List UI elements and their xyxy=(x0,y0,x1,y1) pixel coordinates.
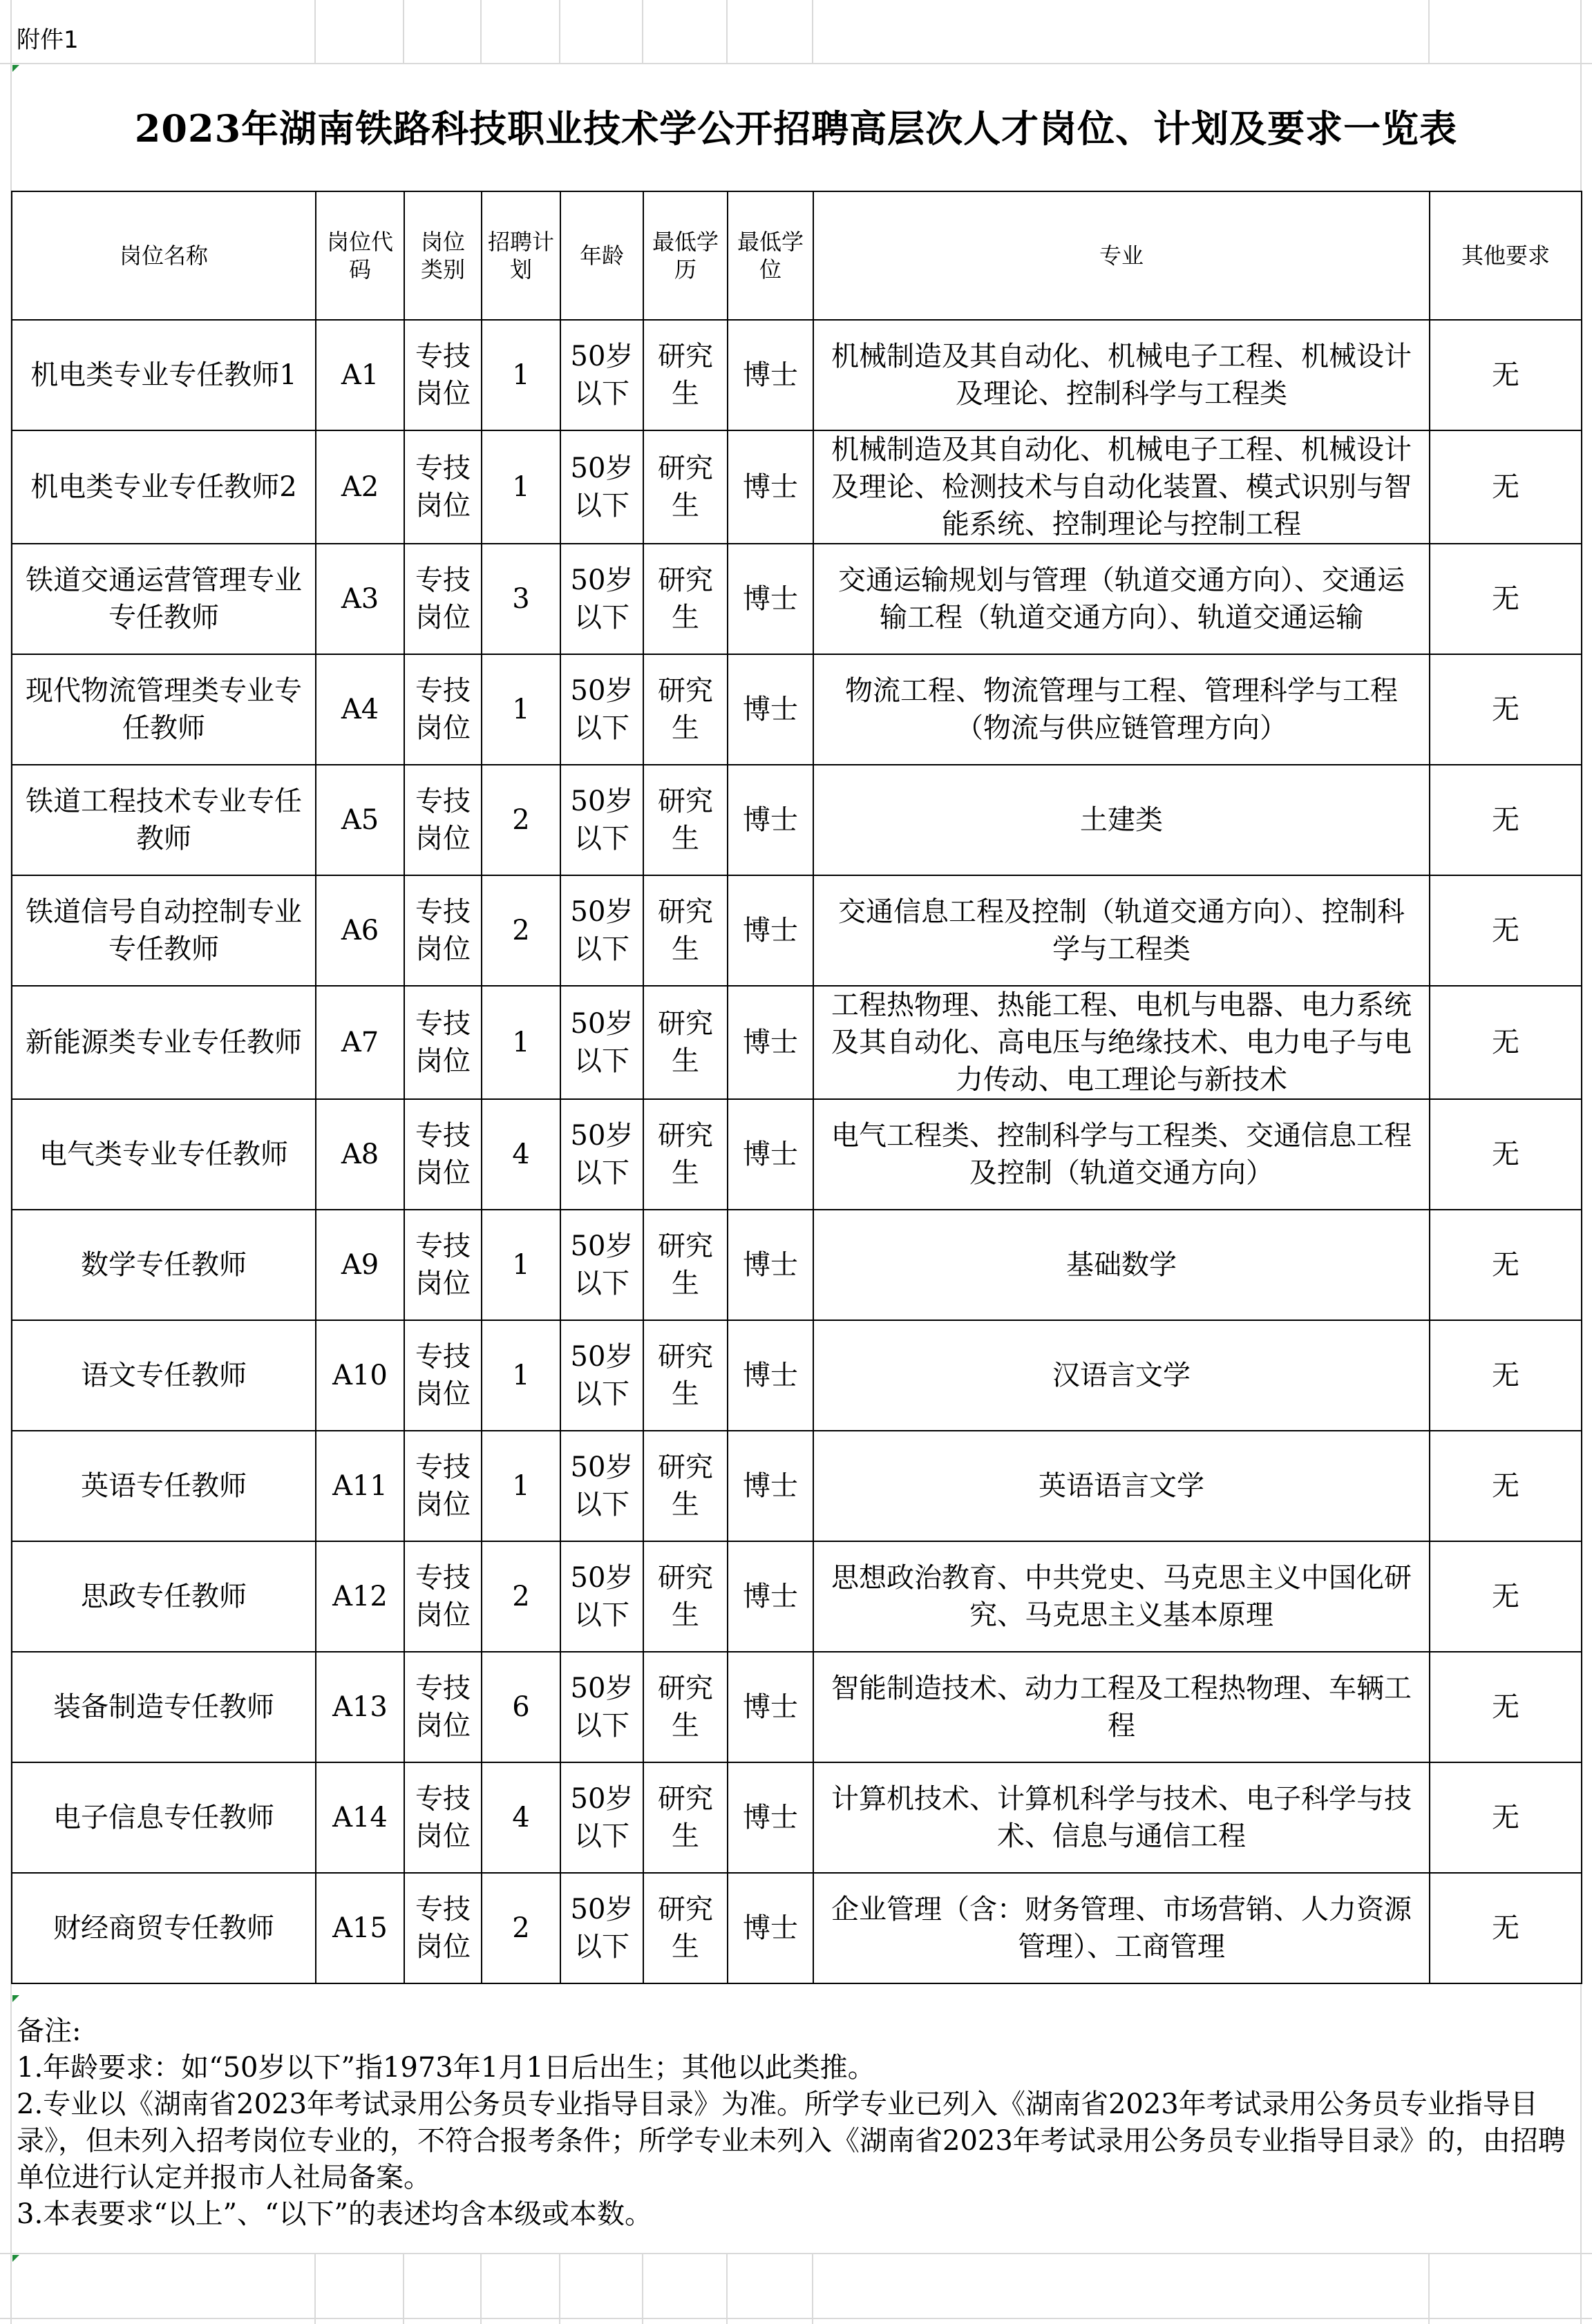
position-category-cell: 专技岗位 xyxy=(404,1210,482,1320)
major-cell: 英语语言文学 xyxy=(813,1431,1430,1541)
position-code-cell: A3 xyxy=(316,544,404,654)
major-cell: 基础数学 xyxy=(813,1210,1430,1320)
table-row xyxy=(12,430,1582,544)
table-row xyxy=(12,1541,1582,1652)
recruit-plan-cell: 2 xyxy=(482,1541,560,1652)
position-name-cell: 数学专任教师 xyxy=(12,1210,316,1320)
recruit-plan-cell: 4 xyxy=(482,1099,560,1210)
other-requirements-cell: 无 xyxy=(1430,654,1582,765)
min-degree-cell: 博士 xyxy=(728,544,813,654)
cell-marker-mid xyxy=(12,1995,19,2002)
position-category-cell: 专技岗位 xyxy=(404,1762,482,1873)
min-education-cell: 研究生 xyxy=(643,1210,728,1320)
age-cell: 50岁以下 xyxy=(560,1762,643,1873)
table-row xyxy=(12,1210,1582,1320)
position-code-cell: A9 xyxy=(316,1210,404,1320)
min-education-cell: 研究生 xyxy=(643,430,728,544)
other-requirements-cell: 无 xyxy=(1430,986,1582,1099)
recruit-plan-cell: 1 xyxy=(482,654,560,765)
table-row xyxy=(12,1099,1582,1210)
position-name-cell: 装备制造专任教师 xyxy=(12,1652,316,1762)
table-row xyxy=(12,1762,1582,1873)
recruit-plan-cell: 1 xyxy=(482,1320,560,1431)
header-recruit-plan: 招聘计划 xyxy=(482,191,560,320)
table-row xyxy=(12,1652,1582,1762)
header-age: 年龄 xyxy=(560,191,643,320)
min-degree-cell: 博士 xyxy=(728,1541,813,1652)
position-category-cell: 专技岗位 xyxy=(404,765,482,875)
min-degree-cell: 博士 xyxy=(728,1431,813,1541)
recruit-plan-cell: 1 xyxy=(482,430,560,544)
min-education-cell: 研究生 xyxy=(643,1099,728,1210)
other-requirements-cell: 无 xyxy=(1430,1873,1582,1983)
header-position-code: 岗位代码 xyxy=(316,191,404,320)
position-category-cell: 专技岗位 xyxy=(404,1320,482,1431)
cell-marker-bottom xyxy=(12,2255,19,2262)
recruit-plan-cell: 2 xyxy=(482,875,560,986)
position-code-cell: A14 xyxy=(316,1762,404,1873)
recruit-plan-cell: 2 xyxy=(482,765,560,875)
major-cell: 企业管理（含：财务管理、市场营销、人力资源管理）、工商管理 xyxy=(813,1873,1430,1983)
notes-heading: 备注: xyxy=(17,2015,82,2047)
min-degree-cell: 博士 xyxy=(728,320,813,430)
major-cell: 土建类 xyxy=(813,765,1430,875)
other-requirements-cell: 无 xyxy=(1430,1762,1582,1873)
min-degree-cell: 博士 xyxy=(728,986,813,1099)
position-code-cell: A4 xyxy=(316,654,404,765)
other-requirements-cell: 无 xyxy=(1430,1320,1582,1431)
position-code-cell: A12 xyxy=(316,1541,404,1652)
position-code-cell: A5 xyxy=(316,765,404,875)
table-row xyxy=(12,875,1582,986)
min-education-cell: 研究生 xyxy=(643,875,728,986)
position-name-cell: 电子信息专任教师 xyxy=(12,1762,316,1873)
other-requirements-cell: 无 xyxy=(1430,544,1582,654)
recruit-plan-cell: 4 xyxy=(482,1762,560,1873)
min-education-cell: 研究生 xyxy=(643,1541,728,1652)
other-requirements-cell: 无 xyxy=(1430,1541,1582,1652)
other-requirements-cell: 无 xyxy=(1430,875,1582,986)
min-degree-cell: 博士 xyxy=(728,654,813,765)
position-code-cell: A7 xyxy=(316,986,404,1099)
other-requirements-cell: 无 xyxy=(1430,1652,1582,1762)
recruit-plan-cell: 1 xyxy=(482,986,560,1099)
header-other-requirements: 其他要求 xyxy=(1430,191,1582,320)
other-requirements-cell: 无 xyxy=(1430,1099,1582,1210)
position-name-cell: 机电类专业专任教师1 xyxy=(12,320,316,430)
header-position-name: 岗位名称 xyxy=(12,191,316,320)
position-name-cell: 铁道信号自动控制专业专任教师 xyxy=(12,875,316,986)
min-degree-cell: 博士 xyxy=(728,875,813,986)
min-education-cell: 研究生 xyxy=(643,1652,728,1762)
position-code-cell: A15 xyxy=(316,1873,404,1983)
header-position-category: 岗位类别 xyxy=(404,191,482,320)
notes-section xyxy=(17,2013,1575,2233)
table-row xyxy=(12,654,1582,765)
table-row xyxy=(12,986,1582,1099)
major-cell: 工程热物理、热能工程、电机与电器、电力系统及其自动化、高电压与绝缘技术、电力电子与电力传动、电工理论与新技术 xyxy=(813,986,1430,1099)
position-code-cell: A13 xyxy=(316,1652,404,1762)
note-item: 3.本表要求“以上”、“以下”的表述均含本级或本数。 xyxy=(17,2198,652,2230)
age-cell: 50岁以下 xyxy=(560,1541,643,1652)
recruit-plan-cell: 6 xyxy=(482,1652,560,1762)
min-degree-cell: 博士 xyxy=(728,1762,813,1873)
age-cell: 50岁以下 xyxy=(560,320,643,430)
min-education-cell: 研究生 xyxy=(643,765,728,875)
min-degree-cell: 博士 xyxy=(728,1652,813,1762)
position-code-cell: A6 xyxy=(316,875,404,986)
position-category-cell: 专技岗位 xyxy=(404,1099,482,1210)
position-name-cell: 铁道交通运营管理专业专任教师 xyxy=(12,544,316,654)
position-name-cell: 英语专任教师 xyxy=(12,1431,316,1541)
min-education-cell: 研究生 xyxy=(643,1320,728,1431)
position-name-cell: 铁道工程技术专业专任教师 xyxy=(12,765,316,875)
age-cell: 50岁以下 xyxy=(560,765,643,875)
table-row xyxy=(12,1320,1582,1431)
position-code-cell: A10 xyxy=(316,1320,404,1431)
cell-marker-top xyxy=(12,65,19,72)
major-cell: 汉语言文学 xyxy=(813,1320,1430,1431)
min-education-cell: 研究生 xyxy=(643,986,728,1099)
age-cell: 50岁以下 xyxy=(560,1431,643,1541)
position-category-cell: 专技岗位 xyxy=(404,1541,482,1652)
age-cell: 50岁以下 xyxy=(560,1652,643,1762)
age-cell: 50岁以下 xyxy=(560,875,643,986)
document-title: 2023年湖南铁路科技职业技术学公开招聘高层次人才岗位、计划及要求一览表 xyxy=(134,106,1458,151)
min-education-cell: 研究生 xyxy=(643,544,728,654)
position-category-cell: 专技岗位 xyxy=(404,1873,482,1983)
major-cell: 计算机技术、计算机科学与技术、电子科学与技术、信息与通信工程 xyxy=(813,1762,1430,1873)
position-category-cell: 专技岗位 xyxy=(404,1652,482,1762)
position-code-cell: A11 xyxy=(316,1431,404,1541)
table-header-row xyxy=(12,191,1582,320)
position-category-cell: 专技岗位 xyxy=(404,1431,482,1541)
major-cell: 电气工程类、控制科学与工程类、交通信息工程及控制（轨道交通方向） xyxy=(813,1099,1430,1210)
major-cell: 交通运输规划与管理（轨道交通方向）、交通运输工程（轨道交通方向）、轨道交通运输 xyxy=(813,544,1430,654)
recruit-plan-cell: 2 xyxy=(482,1873,560,1983)
other-requirements-cell: 无 xyxy=(1430,1431,1582,1541)
recruit-plan-cell: 3 xyxy=(482,544,560,654)
age-cell: 50岁以下 xyxy=(560,1099,643,1210)
position-category-cell: 专技岗位 xyxy=(404,430,482,544)
major-cell: 交通信息工程及控制（轨道交通方向）、控制科学与工程类 xyxy=(813,875,1430,986)
min-education-cell: 研究生 xyxy=(643,1762,728,1873)
recruit-plan-cell: 1 xyxy=(482,320,560,430)
position-name-cell: 新能源类专业专任教师 xyxy=(12,986,316,1099)
min-degree-cell: 博士 xyxy=(728,430,813,544)
position-name-cell: 电气类专业专任教师 xyxy=(12,1099,316,1210)
position-name-cell: 思政专任教师 xyxy=(12,1541,316,1652)
position-name-cell: 语文专任教师 xyxy=(12,1320,316,1431)
recruitment-table xyxy=(11,191,1582,1984)
position-name-cell: 现代物流管理类专业专任教师 xyxy=(12,654,316,765)
position-name-cell: 财经商贸专任教师 xyxy=(12,1873,316,1983)
age-cell: 50岁以下 xyxy=(560,1873,643,1983)
header-min-degree: 最低学位 xyxy=(728,191,813,320)
age-cell: 50岁以下 xyxy=(560,654,643,765)
note-item: 1.年龄要求：如“50岁以下”指1973年1月1日后出生；其他以此类推。 xyxy=(17,2052,875,2084)
table-row xyxy=(12,320,1582,430)
position-code-cell: A1 xyxy=(316,320,404,430)
table-row xyxy=(12,1873,1582,1983)
min-degree-cell: 博士 xyxy=(728,1210,813,1320)
major-cell: 机械制造及其自动化、机械电子工程、机械设计及理论、检测技术与自动化装置、模式识别与智能系统、控制理论与控制工程 xyxy=(813,430,1430,544)
age-cell: 50岁以下 xyxy=(560,1320,643,1431)
position-category-cell: 专技岗位 xyxy=(404,654,482,765)
age-cell: 50岁以下 xyxy=(560,544,643,654)
other-requirements-cell: 无 xyxy=(1430,320,1582,430)
table-row xyxy=(12,544,1582,654)
other-requirements-cell: 无 xyxy=(1430,1210,1582,1320)
table-row xyxy=(12,1431,1582,1541)
other-requirements-cell: 无 xyxy=(1430,765,1582,875)
position-code-cell: A2 xyxy=(316,430,404,544)
header-major: 专业 xyxy=(813,191,1430,320)
note-item: 2.专业以《湖南省2023年考试录用公务员专业指导目录》为准。所学专业已列入《湖南省2023年考试录用公务员专业指导目录》，但未列入招考岗位专业的，不符合报考条件；所学专业未列入《湖南省2023年考试录用公务员专业指导目录》的，由招聘单位进行认定并报市人社局备案。 xyxy=(17,2088,1566,2193)
attachment-label: 附件1 xyxy=(17,26,79,54)
major-cell: 机械制造及其自动化、机械电子工程、机械设计及理论、控制科学与工程类 xyxy=(813,320,1430,430)
major-cell: 思想政治教育、中共党史、马克思主义中国化研究、马克思主义基本原理 xyxy=(813,1541,1430,1652)
min-education-cell: 研究生 xyxy=(643,1431,728,1541)
min-degree-cell: 博士 xyxy=(728,1320,813,1431)
age-cell: 50岁以下 xyxy=(560,986,643,1099)
position-category-cell: 专技岗位 xyxy=(404,875,482,986)
major-cell: 智能制造技术、动力工程及工程热物理、车辆工程 xyxy=(813,1652,1430,1762)
position-category-cell: 专技岗位 xyxy=(404,544,482,654)
table-row xyxy=(12,765,1582,875)
age-cell: 50岁以下 xyxy=(560,1210,643,1320)
age-cell: 50岁以下 xyxy=(560,430,643,544)
position-name-cell: 机电类专业专任教师2 xyxy=(12,430,316,544)
min-degree-cell: 博士 xyxy=(728,1873,813,1983)
position-code-cell: A8 xyxy=(316,1099,404,1210)
min-education-cell: 研究生 xyxy=(643,1873,728,1983)
min-degree-cell: 博士 xyxy=(728,1099,813,1210)
other-requirements-cell: 无 xyxy=(1430,430,1582,544)
major-cell: 物流工程、物流管理与工程、管理科学与工程（物流与供应链管理方向） xyxy=(813,654,1430,765)
position-category-cell: 专技岗位 xyxy=(404,320,482,430)
min-education-cell: 研究生 xyxy=(643,654,728,765)
header-min-education: 最低学历 xyxy=(643,191,728,320)
recruit-plan-cell: 1 xyxy=(482,1431,560,1541)
recruit-plan-cell: 1 xyxy=(482,1210,560,1320)
position-category-cell: 专技岗位 xyxy=(404,986,482,1099)
min-degree-cell: 博士 xyxy=(728,765,813,875)
min-education-cell: 研究生 xyxy=(643,320,728,430)
